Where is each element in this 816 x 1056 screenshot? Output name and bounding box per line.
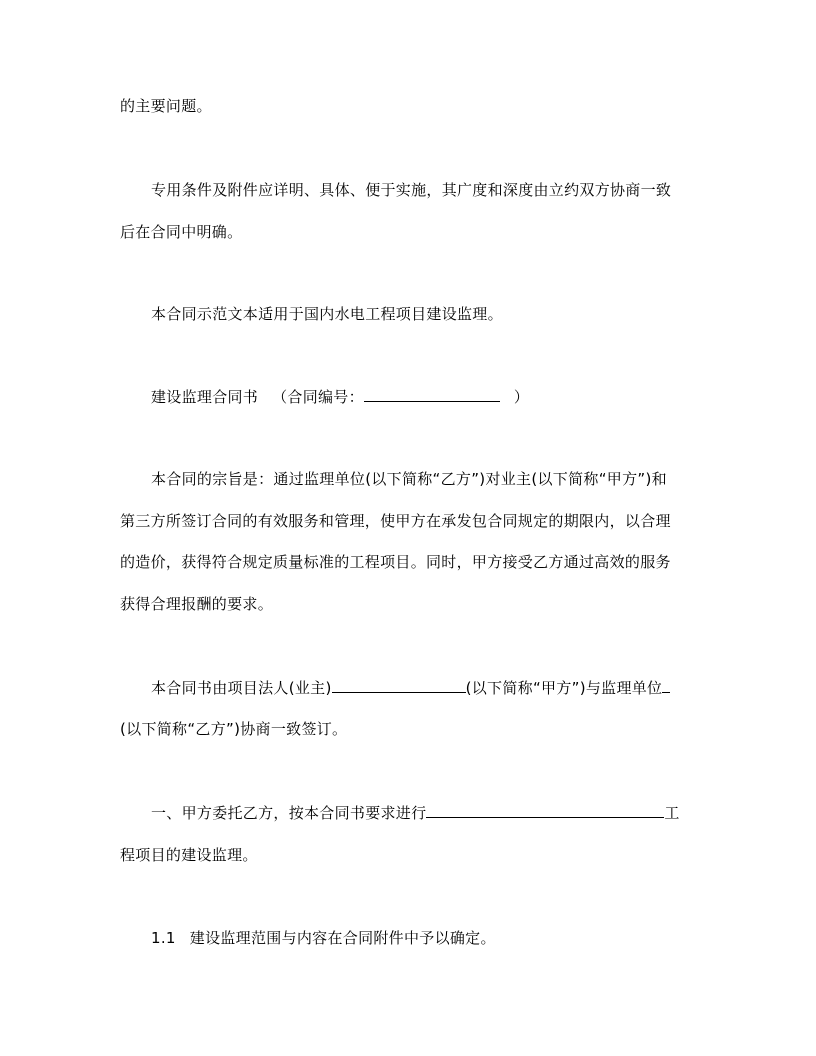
text-line: 专用条件及附件应详明、具体、便于实施，其广度和深度由立约双方协商一致: [151, 181, 672, 199]
text-line: 的造价，获得符合规定质量标准的工程项目。同时，甲方接受乙方通过高效的服务: [120, 553, 671, 571]
clause-text: 建设监理范围与内容在合同附件中予以确定。: [189, 929, 496, 947]
text-line: 本合同示范文本适用于国内水电工程项目建设监理。: [151, 305, 503, 323]
contract-title: 建设监理合同书: [151, 388, 259, 406]
paragraph-purpose-line3: [120, 552, 671, 572]
contract-number-label: （合同编号：: [272, 388, 364, 406]
text-line: 获得合理报酬的要求。: [120, 595, 274, 613]
text-segment: 工: [664, 804, 680, 822]
text-segment: 一、甲方委托乙方，按本合同书要求进行: [151, 804, 427, 822]
text-line: 的主要问题。: [120, 97, 212, 115]
clause-one-line2: [120, 845, 258, 865]
text-line: 本合同的宗旨是：通过监理单位(以下简称“乙方”)对业主(以下简称“甲方”)和: [151, 470, 667, 488]
clause-number: 1.1: [151, 929, 176, 947]
paragraph-purpose-line4: [120, 594, 273, 614]
paragraph-purpose-line1: [151, 469, 667, 489]
paragraph-parties-line2: [120, 719, 347, 739]
paragraph-parties-line1: [151, 677, 670, 698]
text-line: 后在合同中明确。: [120, 223, 243, 241]
clause-one-line1: [151, 802, 680, 823]
clause-1-1: [151, 928, 496, 948]
text-line: (以下简称“乙方”)协商一致签订。: [120, 720, 348, 738]
paragraph-scope: [151, 304, 503, 324]
supervisor-name-blank: [662, 677, 670, 693]
contract-title-line: [151, 386, 529, 407]
paragraph-fragment: [120, 96, 212, 116]
paragraph-appendix-line2: [120, 222, 242, 242]
contract-number-close: ）: [513, 388, 530, 406]
text-segment: 本合同书由项目法人(业主): [151, 679, 332, 697]
text-line: 程项目的建设监理。: [120, 846, 258, 864]
project-name-blank: [426, 802, 664, 818]
paragraph-appendix-line1: [151, 180, 671, 200]
owner-name-blank: [332, 677, 466, 693]
paragraph-purpose-line2: [120, 511, 671, 531]
contract-number-blank: [364, 386, 500, 402]
text-line: 第三方所签订合同的有效服务和管理，使甲方在承发包合同规定的期限内，以合理: [120, 512, 671, 530]
text-segment: (以下简称“甲方”)与监理单位: [465, 679, 663, 697]
